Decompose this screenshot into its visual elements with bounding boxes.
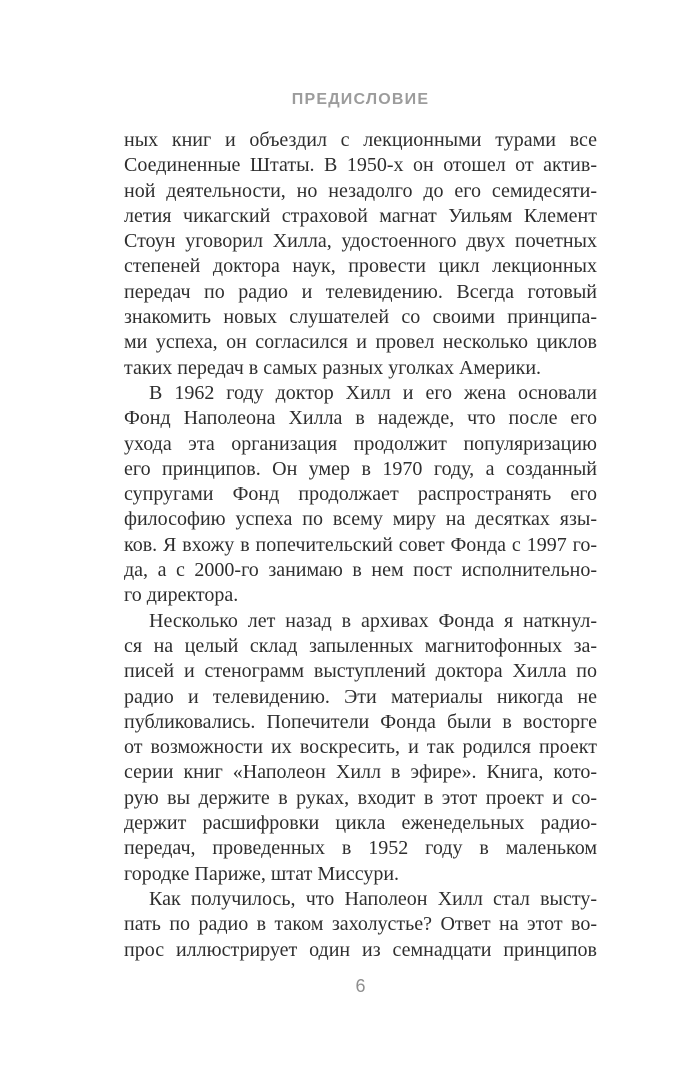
text-line: Несколько лет назад в архивах Фонда я наткнул- bbox=[149, 609, 597, 632]
text-line: пать по радио в таком захолустье? Ответ на этот во- bbox=[124, 913, 597, 936]
text-line: его принципов. Он умер в 1970 году, а созданный bbox=[124, 457, 597, 480]
text-line: городке Париже, штат Миссури. bbox=[124, 862, 400, 885]
text-line: ся на целый склад запыленных магнитофонных за- bbox=[124, 634, 597, 657]
text-line: серии книг «Наполеон Хилл в эфире». Книга, кото- bbox=[124, 761, 597, 784]
text-line: ных книг и объездил с лекционными турами все bbox=[124, 129, 597, 151]
text-line: радио и телевидению. Эти материалы никогда не bbox=[124, 685, 597, 708]
text-line: передач по радио и телевидению. Всегда готовый bbox=[124, 280, 597, 303]
text-line: В 1962 году доктор Хилл и его жена основали bbox=[149, 381, 597, 404]
text-line: ухода эта организация продолжит популяризацию bbox=[124, 432, 597, 455]
text-line: ми успеха, он согласился и провел несколько циклов bbox=[124, 331, 597, 354]
text-line: супругами Фонд продолжает распространять его bbox=[124, 483, 597, 506]
text-line: публиковались. Попечители Фонда были в восторге bbox=[124, 710, 597, 733]
text-line: передач, проведенных в 1952 году в маленьком bbox=[124, 837, 597, 860]
text-line: летия чикагский страховой магнат Уильям Клемент bbox=[124, 204, 597, 227]
text-line: Стоун уговорил Хилла, удостоенного двух почетных bbox=[124, 230, 597, 253]
text-line: Соединенные Штаты. В 1950-х он отошел от актив- bbox=[124, 154, 597, 177]
text-line: от возможности их воскресить, и так родился проект bbox=[124, 736, 597, 759]
text-line: го директора. bbox=[124, 584, 239, 607]
text-line: философию успеха по всему миру на десятках язы- bbox=[124, 508, 597, 531]
page-body bbox=[124, 128, 597, 963]
text-line: Фонд Наполеона Хилла в надежде, что после его bbox=[124, 407, 597, 430]
text-line: рую вы держите в руках, входит в этот проект и со- bbox=[124, 786, 597, 809]
text-line: Как получилось, что Наполеон Хилл стал высту- bbox=[149, 887, 597, 910]
text-line: знакомить новых слушателей со своими принципа- bbox=[124, 306, 597, 329]
chapter-header: ПРЕДИСЛОВИЕ bbox=[291, 91, 430, 108]
text-line: да, а с 2000-го занимаю в нем пост исполнительно- bbox=[124, 559, 597, 582]
text-line: ной деятельности, но незадолго до его семидесяти- bbox=[124, 179, 597, 202]
text-line: прос иллюстрирует один из семнадцати принципов bbox=[124, 938, 597, 961]
text-line: писей и стенограмм выступлений доктора Хилла по bbox=[124, 660, 597, 683]
text-line: ков. Я вхожу в попечительский совет Фонда с 1997 го- bbox=[124, 533, 597, 556]
text-line: таких передач в самых разных уголках Америки. bbox=[124, 356, 542, 379]
text-line: степеней доктора наук, провести цикл лекционных bbox=[124, 255, 597, 278]
page-number: 6 bbox=[355, 976, 366, 996]
text-line: держит расшифровки цикла еженедельных радио- bbox=[124, 812, 597, 835]
